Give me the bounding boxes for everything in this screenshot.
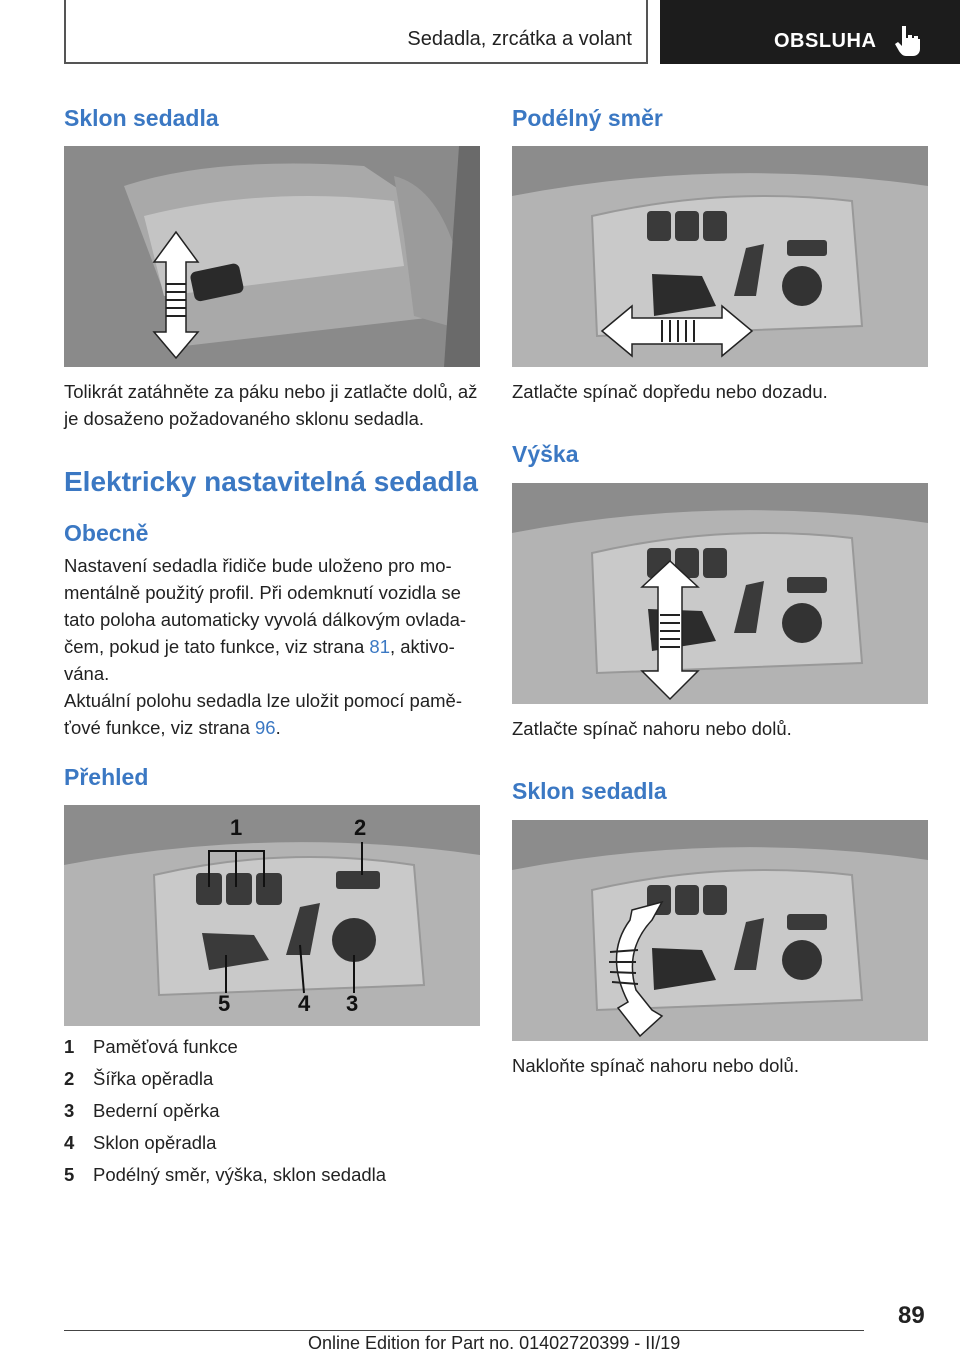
- legend-item: [64, 1132, 480, 1164]
- footer-divider: [64, 1330, 864, 1331]
- text-line: [64, 633, 480, 660]
- paragraph-sklon: Tolikrát zatáhněte za páku nebo ji zatlačte dolů, až je dosaženo požadovaného sklonu sedadla.: [64, 381, 478, 429]
- text-line: vána.: [64, 663, 110, 684]
- page-number: 89: [898, 1302, 925, 1329]
- legend-label: Bederní opěrka: [93, 1100, 220, 1121]
- legend-number: 5: [64, 1164, 75, 1185]
- text-line: mentálně použitý profil. Při odemknutí vozidla se: [64, 582, 461, 603]
- edition-label: Online Edition for Part no. 01402720399 - II/19: [308, 1333, 681, 1353]
- text-run: čem, pokud je tato funkce, viz strana: [64, 636, 370, 657]
- chapter-label: OBSLUHA: [774, 30, 877, 52]
- legend-item: [64, 1164, 480, 1196]
- legend-label: Sklon opěradla: [93, 1132, 217, 1153]
- edition-text: [308, 1333, 680, 1354]
- text-line: Nastavení sedadla řidiče bude uloženo pro mo-: [64, 555, 452, 576]
- legend-number: 4: [64, 1132, 75, 1153]
- heading-podelny-smer: Podélný směr: [512, 105, 663, 131]
- text-run: ťové funkce, viz strana: [64, 717, 255, 738]
- paragraph-pamet: [64, 687, 480, 741]
- heading-vyska: Výška: [512, 441, 579, 467]
- seat-forward-backward-photo: [512, 146, 928, 367]
- heading-elektricky: Elektricky nastavitelná sedadla: [64, 466, 478, 497]
- text-run: .: [275, 717, 281, 738]
- callout-1: 1: [230, 815, 243, 840]
- pointing-hand-icon: [894, 24, 924, 56]
- legend-item: [64, 1068, 480, 1100]
- text-line: Aktuální polohu sedadla lze uložit pomocí pamě-: [64, 690, 462, 711]
- page-reference-link[interactable]: 96: [255, 717, 276, 738]
- heading-obecne: Obecně: [64, 520, 149, 546]
- text-run: , aktivo-: [389, 636, 455, 657]
- paragraph-podelny: Zatlačte spínač dopředu nebo dozadu.: [512, 381, 828, 402]
- overview-legend: [64, 1036, 480, 1196]
- callout-3: 3: [346, 991, 359, 1016]
- legend-label: Paměťová funkce: [93, 1036, 238, 1057]
- seat-tilt-photo: [512, 820, 928, 1041]
- heading-prehled: Přehled: [64, 764, 149, 790]
- legend-item: [64, 1036, 480, 1068]
- running-header-box: [64, 0, 648, 64]
- seat-height-photo: [512, 483, 928, 704]
- chapter-tab: [660, 0, 960, 64]
- heading-sklon-sedadla: Sklon sedadla: [64, 105, 219, 131]
- callout-4: 4: [298, 991, 311, 1016]
- paragraph-vyska: Zatlačte spínač nahoru nebo dolů.: [512, 718, 792, 739]
- running-header-title: Sedadla, zrcátka a volant: [407, 28, 632, 50]
- heading-sklon-sedadla-2: Sklon sedadla: [512, 778, 667, 804]
- legend-number: 1: [64, 1036, 75, 1057]
- legend-label: Podélný směr, výška, sklon sedadla: [93, 1164, 387, 1185]
- page-reference-link[interactable]: 81: [369, 636, 390, 657]
- legend-label: Šířka opěradla: [93, 1068, 214, 1089]
- seat-lever-photo: [64, 146, 480, 367]
- legend-number: 3: [64, 1100, 75, 1121]
- paragraph-sklon-2: Nakloňte spínač nahoru nebo dolů.: [512, 1055, 799, 1076]
- legend-number: 2: [64, 1068, 75, 1089]
- paragraph-obecne: [64, 552, 480, 687]
- text-line: [64, 714, 480, 741]
- text-line: tato poloha automaticky vyvolá dálkovým ovlada-: [64, 609, 467, 630]
- seat-controls-overview-photo: [64, 805, 480, 1026]
- legend-item: [64, 1100, 480, 1132]
- callout-5: 5: [218, 991, 231, 1016]
- callout-2: 2: [354, 815, 367, 840]
